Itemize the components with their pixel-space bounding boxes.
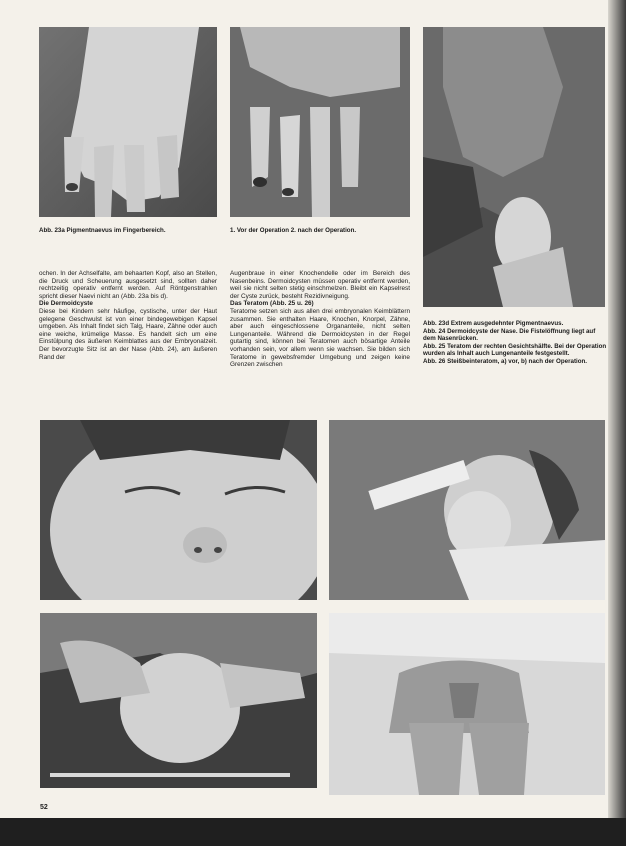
caption-fig23a: Abb. 23a Pigmentnaevus im Fingerbereich. xyxy=(39,227,166,234)
body-column-1 xyxy=(39,270,217,361)
scan-bottom-border xyxy=(0,818,626,846)
photo-fig26b-sacral-teratoma-after xyxy=(329,613,605,795)
photo-fig23bc-before-after xyxy=(230,27,410,217)
body-col2-paragraph: Teratome setzen sich aus allen drei embryonalen Keimblättern zusammen. Sie enthalten Haare, Knochen, Knorpel, Zähne, aber auch eingeschlossene Organanteile, nicht selten Lungenanteile. Während die Dermoidcysten in der Regel gutartig sind, können bei Teratomen auch bösartige Anteile vorhanden sein, vor allem wenn sie wachsen. Sie bilden sich Teratome in gewebsfremder Umgebung und zeigen keine Grenzen zwischen xyxy=(230,307,410,369)
body-column-2 xyxy=(230,270,410,369)
photo-fig24-dermoid-nose xyxy=(40,420,317,600)
photo-fig25-teratom-face xyxy=(329,420,605,600)
body-col2-intro: Augenbraue in einer Knochendelle oder im Bereich des Nasenbeins. Dermoidcysten müssen operativ entfernt werden, weil sie nicht selten stetig einschmelzen. Bleibt ein Kapselrest der Cyste zurück, besteht Rezidivneigung. xyxy=(230,270,410,300)
photo-fig23a-finger-naevus xyxy=(39,27,217,217)
page-number: 52 xyxy=(40,804,48,811)
body-col1-intro: ochen. In der Achselfalte, am behaarten Kopf, also an Stellen, die Druck und Scheuerung ausgesetzt sind, sollten daher rechtzeitig operativ entfernt werden. Auf Röntgenstrahlen spricht dieser Naevi nicht an (Abb. 23a bis d). xyxy=(39,270,217,300)
photo-fig23d-extensive-naevus xyxy=(423,27,605,307)
side-caption-26: Abb. 26 Steißbeinteratom, a) vor, b) nach der Operation. xyxy=(423,357,587,365)
heading-dermoidcyste: Die Dermoidcyste xyxy=(39,300,93,308)
heading-teratom: Das Teratom (Abb. 25 u. 26) xyxy=(230,300,314,308)
body-col1-paragraph: Diese bei Kindern sehr häufige, cystische, unter der Haut gelegene Geschwulst ist von einer bindegewebigen Kapsel umgeben. Als Inhalt findet sich Talg, Haare, Zähne oder auch eine weiche, krümelige Masse. Es handelt sich um eine Einstülpung des äußeren Keimblattes aus der Embryonalzeit. Der bevorzugte Sitz ist an der Nase (Abb. 24), am äußeren Rand der xyxy=(39,307,217,361)
photo-fig26a-sacral-teratoma-before xyxy=(40,613,317,788)
caption-fig23bc: 1. Vor der Operation 2. nach der Operation. xyxy=(230,227,357,234)
side-captions xyxy=(423,320,607,366)
side-caption-24: Abb. 24 Dermoidcyste der Nase. Die Fistelöffnung liegt auf dem Nasenrücken. xyxy=(423,327,596,343)
page-edge-shadow xyxy=(608,0,626,846)
side-caption-23d: Abb. 23d Extrem ausgedehnter Pigmentnaevus. xyxy=(423,320,564,327)
side-caption-25: Abb. 25 Teratom der rechten Gesichtshälfte. Bei der Operation wurden als Inhalt auch Lungenanteile festgestellt. xyxy=(423,342,607,358)
